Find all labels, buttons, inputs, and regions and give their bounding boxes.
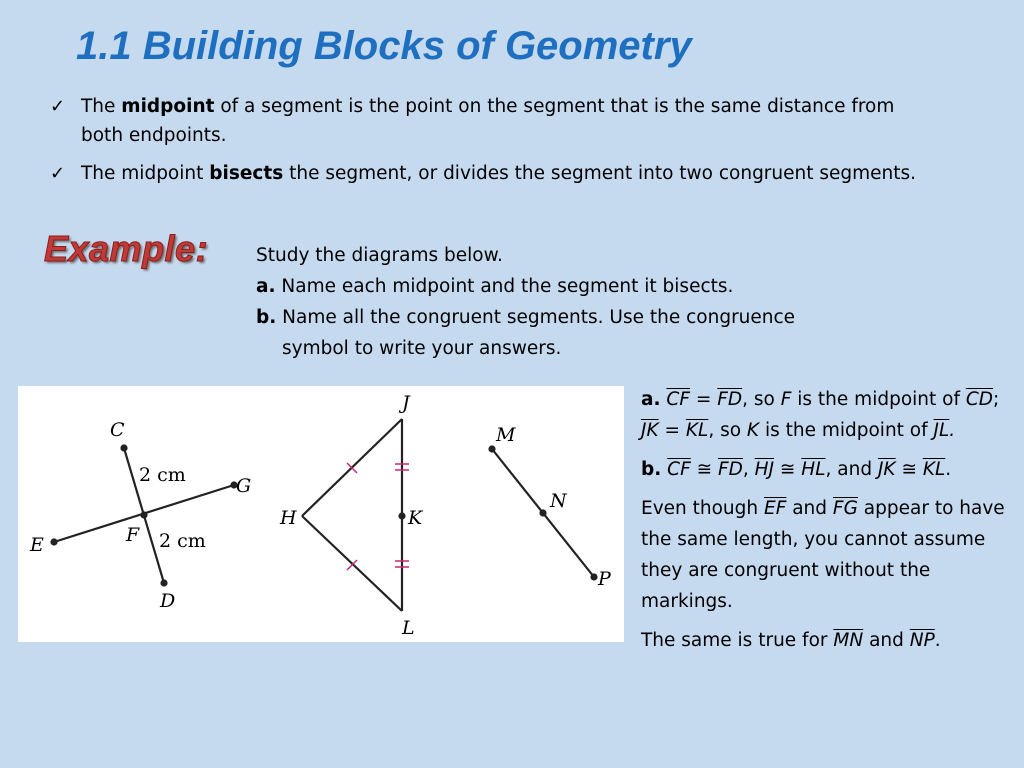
- label-j: J: [402, 392, 410, 414]
- instructions-intro: Study the diagrams below.: [256, 245, 503, 266]
- answer-note-ef-fg: [641, 493, 1013, 617]
- congruent-sign: ≅: [895, 459, 923, 480]
- bullet-term: midpoint: [121, 96, 215, 117]
- label-c: C: [110, 419, 125, 441]
- instructions-part-a: [256, 271, 876, 302]
- segment-hl: [302, 516, 402, 611]
- label-k: K: [408, 507, 423, 529]
- example-instructions: [256, 240, 876, 364]
- label-f: F: [126, 524, 140, 546]
- instructions-part-b: [256, 302, 876, 333]
- segment-name: $\overline{CF}$: [666, 389, 690, 410]
- bullet-bisects-definition: [48, 159, 938, 188]
- point-name: F: [780, 389, 792, 410]
- segment-name: $\overline{JK}$: [641, 420, 659, 441]
- diagram-triangle: [302, 419, 402, 611]
- equals-sign: =: [658, 420, 686, 441]
- answer-note-mn-np: [641, 625, 1013, 656]
- point-name: K: [746, 420, 760, 441]
- answer-b-label: b.: [641, 459, 662, 480]
- checkmark-icon: ✓: [50, 96, 66, 117]
- point-k: [398, 512, 405, 519]
- answer-text: , so: [742, 389, 781, 410]
- label-d: D: [160, 590, 176, 612]
- slide-title: 1.1 Building Blocks of Geometry: [76, 24, 692, 68]
- segment-name: $\overline{MN}$: [833, 630, 864, 651]
- label-h: H: [280, 507, 297, 529]
- segment-name: $\overline{FD}$: [717, 389, 743, 410]
- part-a-text: Name each midpoint and the segment it bisects.: [275, 276, 734, 297]
- answer-text: .: [934, 630, 941, 651]
- bullet-text-post: of a segment is the point on the segment that is the same distance from both endpoints.: [81, 96, 895, 146]
- point-f: [140, 511, 147, 518]
- equals-sign: =: [689, 389, 718, 410]
- answer-text: appear to have the same length, you cannot assume they are congruent without the markings.: [641, 498, 1005, 612]
- answer-text: ;: [993, 389, 1000, 410]
- congruent-sign: ≅: [774, 459, 802, 480]
- point-c: [120, 444, 127, 451]
- answers-panel: [641, 384, 1013, 664]
- point-n: [539, 509, 546, 516]
- answer-text: ,: [742, 459, 755, 480]
- segment-name: $\overline{KL}$: [685, 420, 709, 441]
- diagram-panel: [18, 386, 624, 642]
- part-a-label: a.: [256, 276, 276, 297]
- point-e: [50, 538, 57, 545]
- answer-text: is the midpoint of: [791, 389, 966, 410]
- congruent-sign: ≅: [690, 459, 718, 480]
- segment-name: $\overline{NP}$: [909, 630, 935, 651]
- segment-name: $\overline{FD}$: [718, 459, 743, 480]
- geometry-diagrams: [18, 386, 624, 642]
- measure-cf: 2 cm: [139, 464, 186, 486]
- bullet-list: [48, 92, 938, 197]
- point-p: [590, 573, 597, 580]
- segment-name: $\overline{JL}$: [933, 420, 950, 441]
- answer-a: [641, 384, 1013, 446]
- bullet-term: bisects: [209, 163, 284, 184]
- answer-text: and: [786, 498, 833, 519]
- segment-name: $\overline{CF}$: [667, 459, 691, 480]
- measure-fd: 2 cm: [159, 530, 206, 552]
- segment-name: $\overline{FG}$: [832, 498, 858, 519]
- instructions-part-b-cont: symbol to write your answers.: [282, 338, 562, 359]
- answer-text: is the midpoint of: [759, 420, 934, 441]
- label-g: G: [236, 475, 252, 497]
- answer-text: , so: [708, 420, 747, 441]
- segment-name: $\overline{CD}$: [965, 389, 994, 410]
- point-d: [160, 579, 167, 586]
- bullet-midpoint-definition: [48, 92, 938, 150]
- answer-text: , and: [825, 459, 878, 480]
- answer-text: .: [949, 420, 956, 441]
- checkmark-icon: ✓: [50, 163, 66, 184]
- label-m: M: [496, 424, 516, 446]
- point-m: [488, 445, 495, 452]
- answer-text: The same is true for: [641, 630, 834, 651]
- bullet-text-post: the segment, or divides the segment into two congruent segments.: [283, 163, 917, 184]
- segment-name: $\overline{KL}$: [922, 459, 946, 480]
- example-heading: Example:: [44, 228, 209, 269]
- answer-text: .: [945, 459, 952, 480]
- segment-name: $\overline{HJ}$: [754, 459, 775, 480]
- part-b-label: b.: [256, 307, 277, 328]
- label-l: L: [402, 617, 415, 639]
- bullet-text-pre: The midpoint: [81, 163, 210, 184]
- label-p: P: [598, 568, 611, 590]
- segment-name: $\overline{HL}$: [801, 459, 826, 480]
- answer-b: [641, 454, 1013, 485]
- bullet-text-pre: The: [81, 96, 122, 117]
- label-n: N: [550, 490, 567, 512]
- segment-name: $\overline{EF}$: [764, 498, 787, 519]
- answer-text: Even though: [641, 498, 764, 519]
- segment-name: $\overline{JK}$: [877, 459, 896, 480]
- answer-a-label: a.: [641, 389, 661, 410]
- part-b-text: Name all the congruent segments. Use the congruence: [276, 307, 796, 328]
- answer-text: and: [863, 630, 910, 651]
- label-e: E: [30, 534, 44, 556]
